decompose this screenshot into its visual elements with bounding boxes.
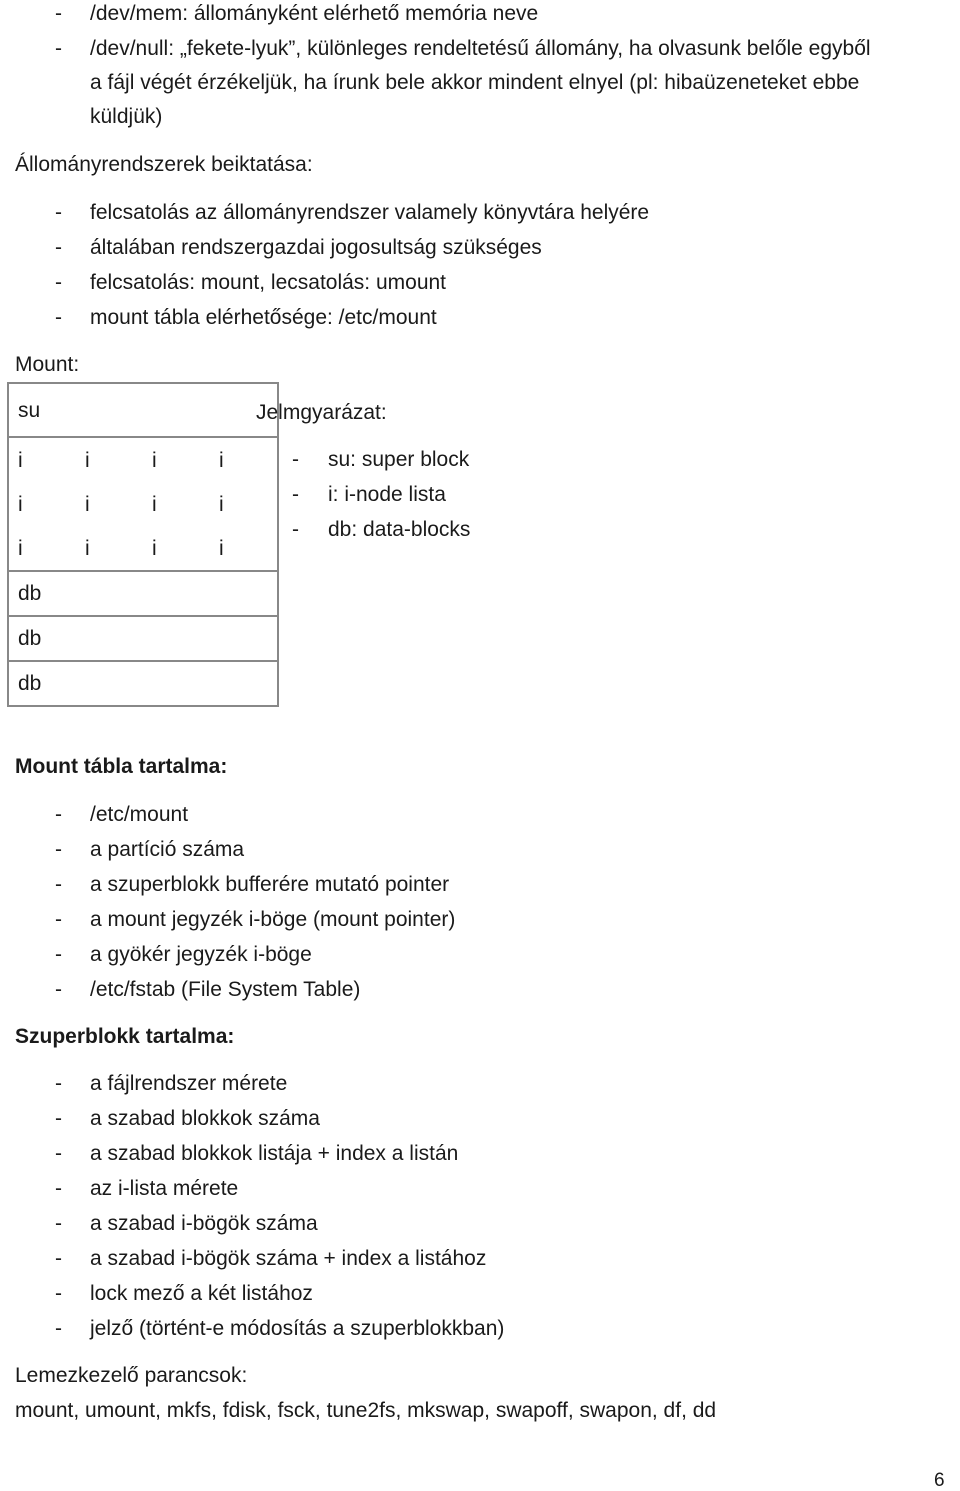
list-dash: - — [55, 978, 62, 1001]
list-dash: - — [55, 201, 62, 224]
data-block-cell: db — [8, 661, 278, 706]
list-item: a partíció száma — [90, 838, 245, 861]
list-dash: - — [292, 518, 299, 541]
list-dash: - — [55, 1282, 62, 1305]
list-dash: - — [55, 1142, 62, 1165]
mount-table-heading: Mount tábla tartalma: — [15, 755, 228, 778]
inode-cell: i — [85, 536, 90, 560]
list-dash: - — [55, 1212, 62, 1235]
list-item: a szabad blokkok listája + index a listán — [90, 1142, 459, 1165]
list-item: jelző (történt-e módosítás a szuperblokkban) — [90, 1317, 505, 1340]
inode-cell: i — [143, 437, 210, 482]
list-dash: - — [55, 2, 62, 25]
list-item: az i-lista mérete — [90, 1177, 239, 1200]
list-item: a fájlrendszer mérete — [90, 1072, 288, 1095]
list-item: felcsatolás az állományrendszer valamely könyvtára helyére — [90, 201, 650, 224]
inode-cell: i — [8, 437, 76, 482]
list-dash: - — [55, 908, 62, 931]
mount-heading: Mount: — [15, 353, 80, 376]
mounting-heading: Állományrendszerek beiktatása: — [15, 153, 313, 176]
inode-cell: i — [152, 492, 157, 516]
legend-heading: Jelmgyarázat: — [256, 401, 387, 424]
list-item: a szabad blokkok száma — [90, 1107, 320, 1130]
list-dash: - — [55, 1247, 62, 1270]
dev-null-item-line-2: a fájl végét érzékeljük, ha írunk bele akkor mindent elnyel (pl: hibaüzeneteket ebbe — [90, 71, 860, 94]
list-item: a szabad i-bögök száma + index a listához — [90, 1247, 487, 1270]
list-dash: - — [55, 1107, 62, 1130]
page-number: 6 — [934, 1470, 945, 1491]
superblock-cell: su — [8, 383, 278, 437]
list-item: lock mező a két listához — [90, 1282, 313, 1305]
list-dash: - — [55, 37, 62, 60]
list-item: a szuperblokk bufferére mutató pointer — [90, 873, 450, 896]
list-dash: - — [55, 838, 62, 861]
legend-item: su: super block — [328, 448, 470, 471]
inode-cell: i — [152, 536, 157, 560]
dev-null-item-line-1: /dev/null: „fekete-lyuk”, különleges rendeltetésű állomány, ha olvasunk belőle egyből — [90, 37, 871, 60]
list-item: /etc/fstab (File System Table) — [90, 978, 361, 1001]
list-dash: - — [55, 1317, 62, 1340]
inode-cell: i — [210, 482, 278, 526]
list-item: a szabad i-bögök száma — [90, 1212, 318, 1235]
list-dash: - — [292, 448, 299, 471]
inode-cell: i — [210, 526, 278, 571]
inode-cell: i — [76, 437, 143, 482]
list-item: a mount jegyzék i-böge (mount pointer) — [90, 908, 456, 931]
dev-mem-item: /dev/mem: állományként elérhető memória neve — [90, 2, 539, 25]
list-dash: - — [292, 483, 299, 506]
list-item: felcsatolás: mount, lecsatolás: umount — [90, 271, 447, 294]
list-dash: - — [55, 943, 62, 966]
inode-cell: i — [210, 437, 278, 482]
list-dash: - — [55, 803, 62, 826]
list-dash: - — [55, 1177, 62, 1200]
filesystem-layout-diagram — [7, 382, 279, 707]
list-dash: - — [55, 271, 62, 294]
list-dash: - — [55, 236, 62, 259]
disk-commands-heading: Lemezkezelő parancsok: — [15, 1364, 248, 1387]
legend-item: db: data-blocks — [328, 518, 471, 541]
data-block-cell: db — [8, 571, 278, 616]
dev-null-item-line-3: küldjük) — [90, 105, 163, 128]
inode-cell: i — [8, 482, 76, 526]
list-item: /etc/mount — [90, 803, 189, 826]
list-dash: - — [55, 873, 62, 896]
list-dash: - — [55, 1072, 62, 1095]
data-block-cell: db — [8, 616, 278, 661]
inode-cell: i — [85, 492, 90, 516]
legend-item: i: i-node lista — [328, 483, 446, 506]
list-item: mount tábla elérhetősége: /etc/mount — [90, 306, 437, 329]
list-dash: - — [55, 306, 62, 329]
inode-cell: i — [8, 526, 76, 571]
list-item: általában rendszergazdai jogosultság szükséges — [90, 236, 542, 259]
list-item: a gyökér jegyzék i-böge — [90, 943, 312, 966]
disk-commands-text: mount, umount, mkfs, fdisk, fsck, tune2fs, mkswap, swapoff, swapon, df, dd — [15, 1399, 717, 1422]
superblock-heading: Szuperblokk tartalma: — [15, 1025, 235, 1048]
